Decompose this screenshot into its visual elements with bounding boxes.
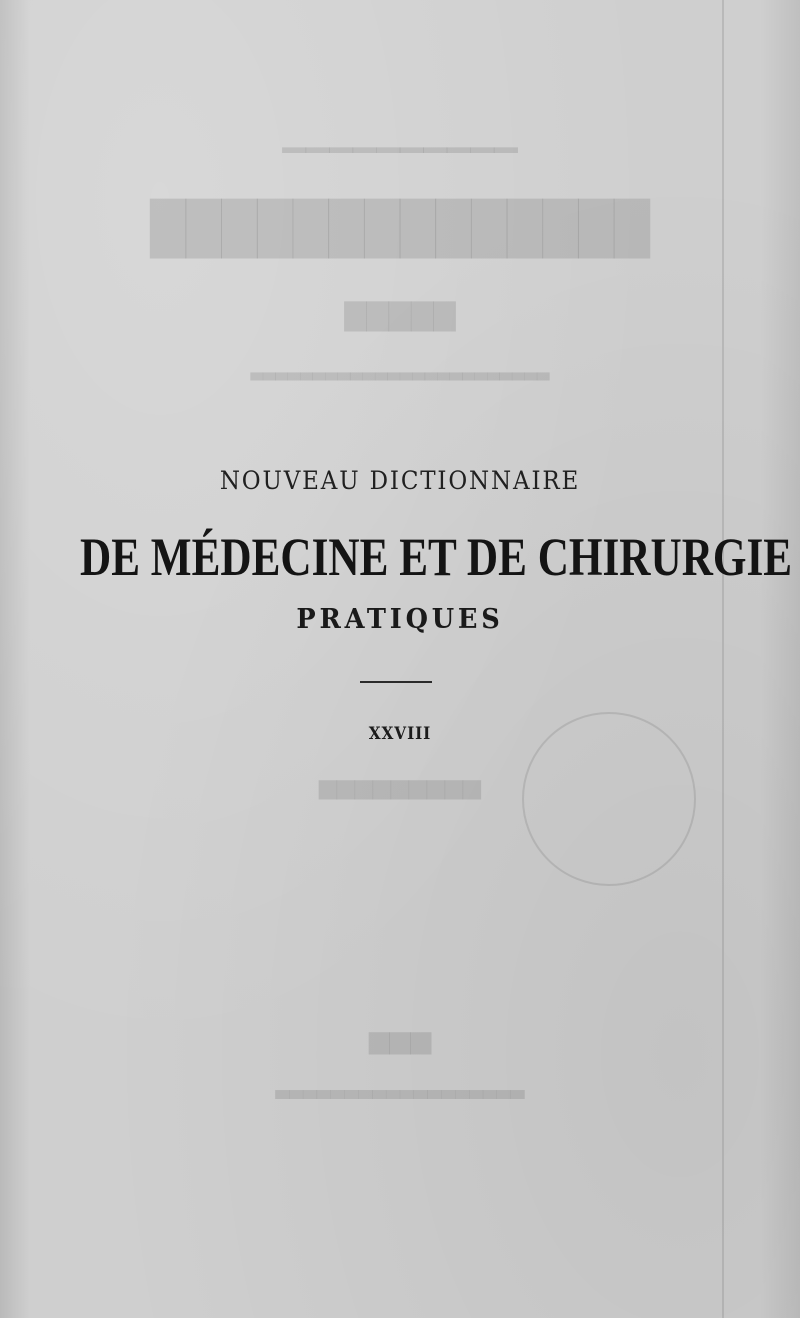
subtitle: PRATIQUES <box>296 604 504 635</box>
bleed-through-ghost: ▁▁▁▁▁▁▁▁▁▁ ▇▇▇▇▇▇▇▇▇▇▇▇▇▇ ▆▆▆▆▆ ▃▃▃▃▃▃▃▃▃▃▃▃▃▃▃▃▃▃▃▃▃▃▃▃ ▅▅▅▅▅▅▅▅▅ ▅▅▅ ▃▃▃▃▃▃▃▃▃▃▃▃▃▃▃▃▃▃ <box>150 112 650 1099</box>
page-fold-line <box>722 0 724 1318</box>
main-title: DE MÉDECINE ET DE CHIRURGIE <box>80 527 793 587</box>
dictionary-label: NOUVEAU DICTIONNAIRE <box>219 466 581 495</box>
volume-number: XXVIII <box>368 724 432 744</box>
title-divider-rule <box>360 681 432 683</box>
